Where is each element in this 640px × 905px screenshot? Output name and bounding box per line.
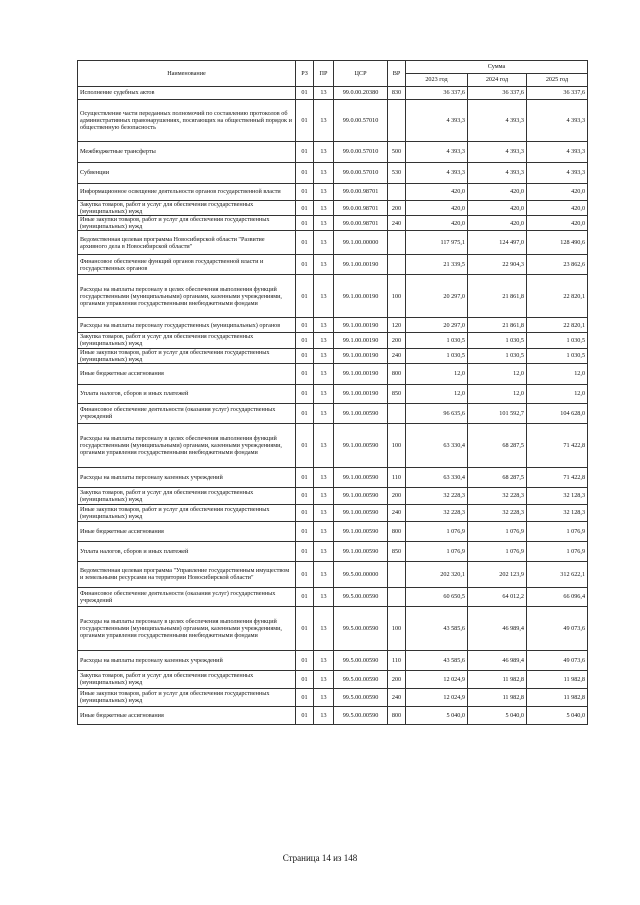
cell-pr: 13 <box>314 231 334 255</box>
cell-name: Расходы на выплаты персоналу казенных учреждений <box>78 467 296 487</box>
cell-name: Уплата налогов, сборов и иных платежей <box>78 541 296 561</box>
cell-name: Осуществление части переданных полномочий по составлению протоколов об административных правонарушениях, посягающих на общественный порядок и общественную безопасность <box>78 100 296 142</box>
cell-vr: 240 <box>388 348 406 363</box>
cell-rz: 01 <box>296 541 314 561</box>
cell-y2024: 1 030,5 <box>468 333 527 348</box>
cell-vr: 110 <box>388 467 406 487</box>
cell-rz: 01 <box>296 100 314 142</box>
cell-csr: 99.1.00.00590 <box>334 541 388 561</box>
cell-csr: 99.1.00.00190 <box>334 255 388 275</box>
cell-y2025: 1 030,5 <box>527 333 588 348</box>
cell-y2025: 12,0 <box>527 363 588 384</box>
header-sum: Сумма <box>406 61 588 74</box>
cell-rz: 01 <box>296 142 314 163</box>
cell-y2025: 1 076,9 <box>527 541 588 561</box>
cell-vr: 800 <box>388 521 406 541</box>
cell-y2023: 1 076,9 <box>406 541 468 561</box>
cell-csr: 99.5.00.00590 <box>334 606 388 650</box>
cell-y2023: 12,0 <box>406 363 468 384</box>
table-row <box>78 363 588 384</box>
cell-y2023: 117 975,1 <box>406 231 468 255</box>
cell-vr: 800 <box>388 706 406 724</box>
cell-y2024: 32 228,3 <box>468 487 527 504</box>
cell-y2025: 11 982,8 <box>527 670 588 688</box>
cell-y2025: 22 820,1 <box>527 275 588 318</box>
cell-name: Расходы на выплаты персоналу казенных учреждений <box>78 650 296 670</box>
cell-name: Иные закупки товаров, работ и услуг для обеспечения государственных (муниципальных) нужд <box>78 216 296 231</box>
cell-name: Исполнение судебных актов <box>78 87 296 100</box>
cell-y2024: 5 040,0 <box>468 706 527 724</box>
cell-y2024: 36 337,6 <box>468 87 527 100</box>
cell-y2025: 11 982,8 <box>527 688 588 706</box>
cell-y2024: 21 861,8 <box>468 275 527 318</box>
cell-y2024: 22 904,3 <box>468 255 527 275</box>
cell-y2025: 420,0 <box>527 216 588 231</box>
cell-y2023: 43 585,6 <box>406 606 468 650</box>
header-rz: РЗ <box>296 61 314 87</box>
cell-y2025: 71 422,8 <box>527 423 588 467</box>
table-row <box>78 231 588 255</box>
cell-y2025: 12,0 <box>527 384 588 403</box>
cell-csr: 99.1.00.00000 <box>334 231 388 255</box>
cell-y2023: 32 228,3 <box>406 504 468 521</box>
cell-vr: 200 <box>388 201 406 216</box>
table-row <box>78 423 588 467</box>
cell-csr: 99.1.00.00590 <box>334 423 388 467</box>
cell-vr <box>388 231 406 255</box>
cell-name: Финансовое обеспечение деятельности (оказания услуг) государственных учреждений <box>78 403 296 423</box>
cell-pr: 13 <box>314 706 334 724</box>
cell-name: Финансовое обеспечение деятельности (оказания услуг) государственных учреждений <box>78 587 296 606</box>
cell-pr: 13 <box>314 403 334 423</box>
cell-csr: 99.1.00.00590 <box>334 521 388 541</box>
cell-pr: 13 <box>314 606 334 650</box>
table-row <box>78 521 588 541</box>
cell-pr: 13 <box>314 87 334 100</box>
cell-y2023: 1 030,5 <box>406 333 468 348</box>
table-row <box>78 184 588 201</box>
table-row <box>78 318 588 333</box>
cell-rz: 01 <box>296 423 314 467</box>
cell-y2023: 21 339,5 <box>406 255 468 275</box>
cell-vr: 830 <box>388 87 406 100</box>
cell-pr: 13 <box>314 216 334 231</box>
cell-vr: 240 <box>388 504 406 521</box>
cell-name: Иные закупки товаров, работ и услуг для обеспечения государственных (муниципальных) нужд <box>78 348 296 363</box>
cell-y2023: 60 650,5 <box>406 587 468 606</box>
cell-y2024: 21 861,8 <box>468 318 527 333</box>
cell-y2024: 32 228,3 <box>468 504 527 521</box>
cell-y2023: 12 024,9 <box>406 688 468 706</box>
cell-y2025: 312 622,1 <box>527 561 588 587</box>
cell-y2024: 4 393,3 <box>468 142 527 163</box>
cell-csr: 99.0.00.20380 <box>334 87 388 100</box>
cell-csr: 99.0.00.98701 <box>334 184 388 201</box>
cell-y2023: 63 330,4 <box>406 423 468 467</box>
cell-rz: 01 <box>296 706 314 724</box>
cell-vr: 240 <box>388 216 406 231</box>
cell-name: Иные закупки товаров, работ и услуг для обеспечения государственных (муниципальных) нужд <box>78 504 296 521</box>
cell-pr: 13 <box>314 163 334 184</box>
cell-csr: 99.5.00.00590 <box>334 670 388 688</box>
cell-pr: 13 <box>314 587 334 606</box>
table-row <box>78 216 588 231</box>
page-number: Страница 14 из 148 <box>282 853 358 863</box>
cell-name: Информационное освещение деятельности органов государственной власти <box>78 184 296 201</box>
cell-vr: 200 <box>388 333 406 348</box>
cell-name: Иные бюджетные ассигнования <box>78 363 296 384</box>
cell-y2024: 101 592,7 <box>468 403 527 423</box>
cell-name: Закупка товаров, работ и услуг для обеспечения государственных (муниципальных) нужд <box>78 333 296 348</box>
cell-y2025: 5 040,0 <box>527 706 588 724</box>
cell-pr: 13 <box>314 688 334 706</box>
header-2024: 2024 год <box>468 74 527 87</box>
cell-y2025: 22 820,1 <box>527 318 588 333</box>
cell-pr: 13 <box>314 670 334 688</box>
cell-y2024: 420,0 <box>468 184 527 201</box>
cell-name: Закупка товаров, работ и услуг для обеспечения государственных (муниципальных) нужд <box>78 670 296 688</box>
cell-y2025: 32 128,3 <box>527 487 588 504</box>
table-row <box>78 255 588 275</box>
cell-csr: 99.1.00.00590 <box>334 487 388 504</box>
table-row <box>78 650 588 670</box>
cell-y2025: 4 393,3 <box>527 163 588 184</box>
cell-name: Закупка товаров, работ и услуг для обеспечения государственных (муниципальных) нужд <box>78 487 296 504</box>
cell-vr: 500 <box>388 142 406 163</box>
cell-rz: 01 <box>296 275 314 318</box>
cell-csr: 99.1.00.00190 <box>334 384 388 403</box>
cell-pr: 13 <box>314 561 334 587</box>
cell-pr: 13 <box>314 487 334 504</box>
cell-rz: 01 <box>296 403 314 423</box>
cell-y2024: 420,0 <box>468 201 527 216</box>
cell-csr: 99.1.00.00190 <box>334 363 388 384</box>
header-2023: 2023 год <box>406 74 468 87</box>
cell-y2024: 124 497,0 <box>468 231 527 255</box>
cell-pr: 13 <box>314 363 334 384</box>
cell-rz: 01 <box>296 504 314 521</box>
cell-csr: 99.5.00.00590 <box>334 650 388 670</box>
header-vr: ВР <box>388 61 406 87</box>
cell-y2025: 36 337,6 <box>527 87 588 100</box>
cell-csr: 99.5.00.00000 <box>334 561 388 587</box>
cell-y2025: 420,0 <box>527 184 588 201</box>
cell-name: Ведомственная целевая программа "Управление государственным имуществом и земельными ресурсами на территории Новосибирской области" <box>78 561 296 587</box>
cell-name: Уплата налогов, сборов и иных платежей <box>78 384 296 403</box>
cell-pr: 13 <box>314 467 334 487</box>
cell-rz: 01 <box>296 587 314 606</box>
cell-vr: 200 <box>388 487 406 504</box>
cell-y2024: 1 076,9 <box>468 521 527 541</box>
cell-y2024: 4 393,3 <box>468 100 527 142</box>
cell-vr: 530 <box>388 163 406 184</box>
cell-y2023: 32 228,3 <box>406 487 468 504</box>
cell-pr: 13 <box>314 142 334 163</box>
cell-y2024: 420,0 <box>468 216 527 231</box>
cell-y2023: 420,0 <box>406 201 468 216</box>
cell-y2025: 32 128,3 <box>527 504 588 521</box>
cell-vr <box>388 587 406 606</box>
table-row <box>78 348 588 363</box>
cell-rz: 01 <box>296 348 314 363</box>
cell-name: Финансовое обеспечение функций органов государственной власти и государственных органов <box>78 255 296 275</box>
cell-y2025: 4 393,3 <box>527 100 588 142</box>
cell-vr <box>388 184 406 201</box>
cell-pr: 13 <box>314 201 334 216</box>
cell-csr: 99.1.00.00190 <box>334 318 388 333</box>
cell-vr: 850 <box>388 384 406 403</box>
cell-csr: 99.0.00.57010 <box>334 142 388 163</box>
table-row <box>78 275 588 318</box>
cell-vr: 100 <box>388 275 406 318</box>
cell-vr <box>388 403 406 423</box>
cell-rz: 01 <box>296 231 314 255</box>
table-row <box>78 541 588 561</box>
cell-y2025: 66 096,4 <box>527 587 588 606</box>
cell-y2024: 11 982,8 <box>468 688 527 706</box>
table-row <box>78 688 588 706</box>
cell-pr: 13 <box>314 384 334 403</box>
cell-y2025: 4 393,3 <box>527 142 588 163</box>
table-row <box>78 384 588 403</box>
header-pr: ПР <box>314 61 334 87</box>
cell-rz: 01 <box>296 670 314 688</box>
cell-rz: 01 <box>296 606 314 650</box>
cell-y2023: 12,0 <box>406 384 468 403</box>
table-row <box>78 163 588 184</box>
cell-vr: 120 <box>388 318 406 333</box>
cell-vr: 200 <box>388 670 406 688</box>
cell-y2024: 46 989,4 <box>468 606 527 650</box>
cell-name: Закупка товаров, работ и услуг для обеспечения государственных (муниципальных) нужд <box>78 201 296 216</box>
cell-pr: 13 <box>314 255 334 275</box>
cell-y2025: 23 862,6 <box>527 255 588 275</box>
cell-csr: 99.0.00.98701 <box>334 201 388 216</box>
cell-pr: 13 <box>314 348 334 363</box>
table-row <box>78 100 588 142</box>
cell-vr: 100 <box>388 423 406 467</box>
cell-vr: 110 <box>388 650 406 670</box>
table-row <box>78 403 588 423</box>
cell-y2024: 64 012,2 <box>468 587 527 606</box>
cell-name: Ведомственная целевая программа Новосибирской области "Развитие архивного дела в Новосибирской области" <box>78 231 296 255</box>
cell-y2024: 68 287,5 <box>468 467 527 487</box>
cell-pr: 13 <box>314 521 334 541</box>
table-row <box>78 142 588 163</box>
cell-y2023: 1 076,9 <box>406 521 468 541</box>
cell-pr: 13 <box>314 650 334 670</box>
table-row <box>78 333 588 348</box>
cell-y2023: 43 585,6 <box>406 650 468 670</box>
cell-y2023: 63 330,4 <box>406 467 468 487</box>
cell-vr <box>388 561 406 587</box>
cell-pr: 13 <box>314 333 334 348</box>
cell-rz: 01 <box>296 255 314 275</box>
cell-y2023: 5 040,0 <box>406 706 468 724</box>
budget-table <box>77 60 588 725</box>
table-row <box>78 467 588 487</box>
header-csr: ЦСР <box>334 61 388 87</box>
cell-pr: 13 <box>314 184 334 201</box>
cell-name: Иные бюджетные ассигнования <box>78 521 296 541</box>
cell-csr: 99.1.00.00190 <box>334 275 388 318</box>
cell-y2025: 49 073,6 <box>527 650 588 670</box>
cell-name: Расходы на выплаты персоналу в целях обеспечения выполнения функций государственными (муниципальными) органами, казенными учреждениями, органами управления государственными внебюджетными фондами <box>78 423 296 467</box>
cell-y2025: 71 422,8 <box>527 467 588 487</box>
cell-y2023: 4 393,3 <box>406 163 468 184</box>
cell-y2023: 4 393,3 <box>406 142 468 163</box>
cell-vr: 100 <box>388 606 406 650</box>
cell-rz: 01 <box>296 487 314 504</box>
cell-csr: 99.1.00.00190 <box>334 333 388 348</box>
cell-csr: 99.1.00.00590 <box>334 467 388 487</box>
cell-rz: 01 <box>296 688 314 706</box>
cell-y2023: 420,0 <box>406 184 468 201</box>
cell-vr <box>388 255 406 275</box>
cell-name: Иные закупки товаров, работ и услуг для обеспечения государственных (муниципальных) нужд <box>78 688 296 706</box>
table-row <box>78 87 588 100</box>
cell-y2024: 1 030,5 <box>468 348 527 363</box>
cell-y2024: 1 076,9 <box>468 541 527 561</box>
cell-y2025: 128 490,6 <box>527 231 588 255</box>
cell-y2025: 1 076,9 <box>527 521 588 541</box>
cell-y2023: 12 024,9 <box>406 670 468 688</box>
cell-y2024: 11 982,8 <box>468 670 527 688</box>
cell-pr: 13 <box>314 318 334 333</box>
table-row <box>78 606 588 650</box>
table-row <box>78 504 588 521</box>
cell-y2025: 49 073,6 <box>527 606 588 650</box>
cell-name: Расходы на выплаты персоналу в целях обеспечения выполнения функций государственными (муниципальными) органами, казенными учреждениями, органами управления государственными внебюджетными фондами <box>78 275 296 318</box>
cell-rz: 01 <box>296 363 314 384</box>
cell-csr: 99.1.00.00590 <box>334 403 388 423</box>
cell-rz: 01 <box>296 561 314 587</box>
cell-y2025: 1 030,5 <box>527 348 588 363</box>
cell-vr <box>388 100 406 142</box>
cell-csr: 99.0.00.57010 <box>334 163 388 184</box>
cell-rz: 01 <box>296 318 314 333</box>
table-row <box>78 706 588 724</box>
cell-y2025: 420,0 <box>527 201 588 216</box>
cell-pr: 13 <box>314 423 334 467</box>
cell-name: Субвенции <box>78 163 296 184</box>
cell-rz: 01 <box>296 521 314 541</box>
cell-name: Межбюджетные трансферты <box>78 142 296 163</box>
cell-rz: 01 <box>296 384 314 403</box>
cell-y2023: 20 297,0 <box>406 275 468 318</box>
cell-csr: 99.5.00.00590 <box>334 688 388 706</box>
table-row <box>78 587 588 606</box>
cell-pr: 13 <box>314 275 334 318</box>
cell-csr: 99.5.00.00590 <box>334 587 388 606</box>
cell-name: Расходы на выплаты персоналу в целях обеспечения выполнения функций государственными (муниципальными) органами, казенными учреждениями, органами управления государственными внебюджетными фондами <box>78 606 296 650</box>
table-row <box>78 670 588 688</box>
cell-y2025: 104 628,0 <box>527 403 588 423</box>
cell-vr: 240 <box>388 688 406 706</box>
cell-y2023: 36 337,6 <box>406 87 468 100</box>
cell-y2024: 68 287,5 <box>468 423 527 467</box>
table-row <box>78 561 588 587</box>
cell-y2023: 96 635,6 <box>406 403 468 423</box>
cell-y2024: 12,0 <box>468 384 527 403</box>
cell-y2023: 202 320,1 <box>406 561 468 587</box>
cell-csr: 99.1.00.00190 <box>334 348 388 363</box>
cell-rz: 01 <box>296 216 314 231</box>
cell-name: Иные бюджетные ассигнования <box>78 706 296 724</box>
cell-pr: 13 <box>314 504 334 521</box>
cell-csr: 99.5.00.00590 <box>334 706 388 724</box>
cell-csr: 99.0.00.98701 <box>334 216 388 231</box>
table-row <box>78 201 588 216</box>
cell-vr: 800 <box>388 363 406 384</box>
cell-rz: 01 <box>296 333 314 348</box>
cell-y2024: 202 123,9 <box>468 561 527 587</box>
cell-csr: 99.1.00.00590 <box>334 504 388 521</box>
header-2025: 2025 год <box>527 74 588 87</box>
cell-rz: 01 <box>296 467 314 487</box>
cell-pr: 13 <box>314 100 334 142</box>
cell-rz: 01 <box>296 87 314 100</box>
cell-y2023: 420,0 <box>406 216 468 231</box>
cell-y2024: 46 989,4 <box>468 650 527 670</box>
cell-y2023: 20 297,0 <box>406 318 468 333</box>
cell-y2023: 4 393,3 <box>406 100 468 142</box>
cell-y2024: 4 393,3 <box>468 163 527 184</box>
cell-y2023: 1 030,5 <box>406 348 468 363</box>
table-header <box>78 61 588 87</box>
cell-csr: 99.0.00.57010 <box>334 100 388 142</box>
cell-rz: 01 <box>296 650 314 670</box>
header-name: Наименование <box>78 61 296 87</box>
cell-rz: 01 <box>296 201 314 216</box>
cell-name: Расходы на выплаты персоналу государственных (муниципальных) органов <box>78 318 296 333</box>
cell-rz: 01 <box>296 163 314 184</box>
table-row <box>78 487 588 504</box>
cell-pr: 13 <box>314 541 334 561</box>
cell-y2024: 12,0 <box>468 363 527 384</box>
cell-vr: 850 <box>388 541 406 561</box>
cell-rz: 01 <box>296 184 314 201</box>
table-body <box>78 87 588 725</box>
